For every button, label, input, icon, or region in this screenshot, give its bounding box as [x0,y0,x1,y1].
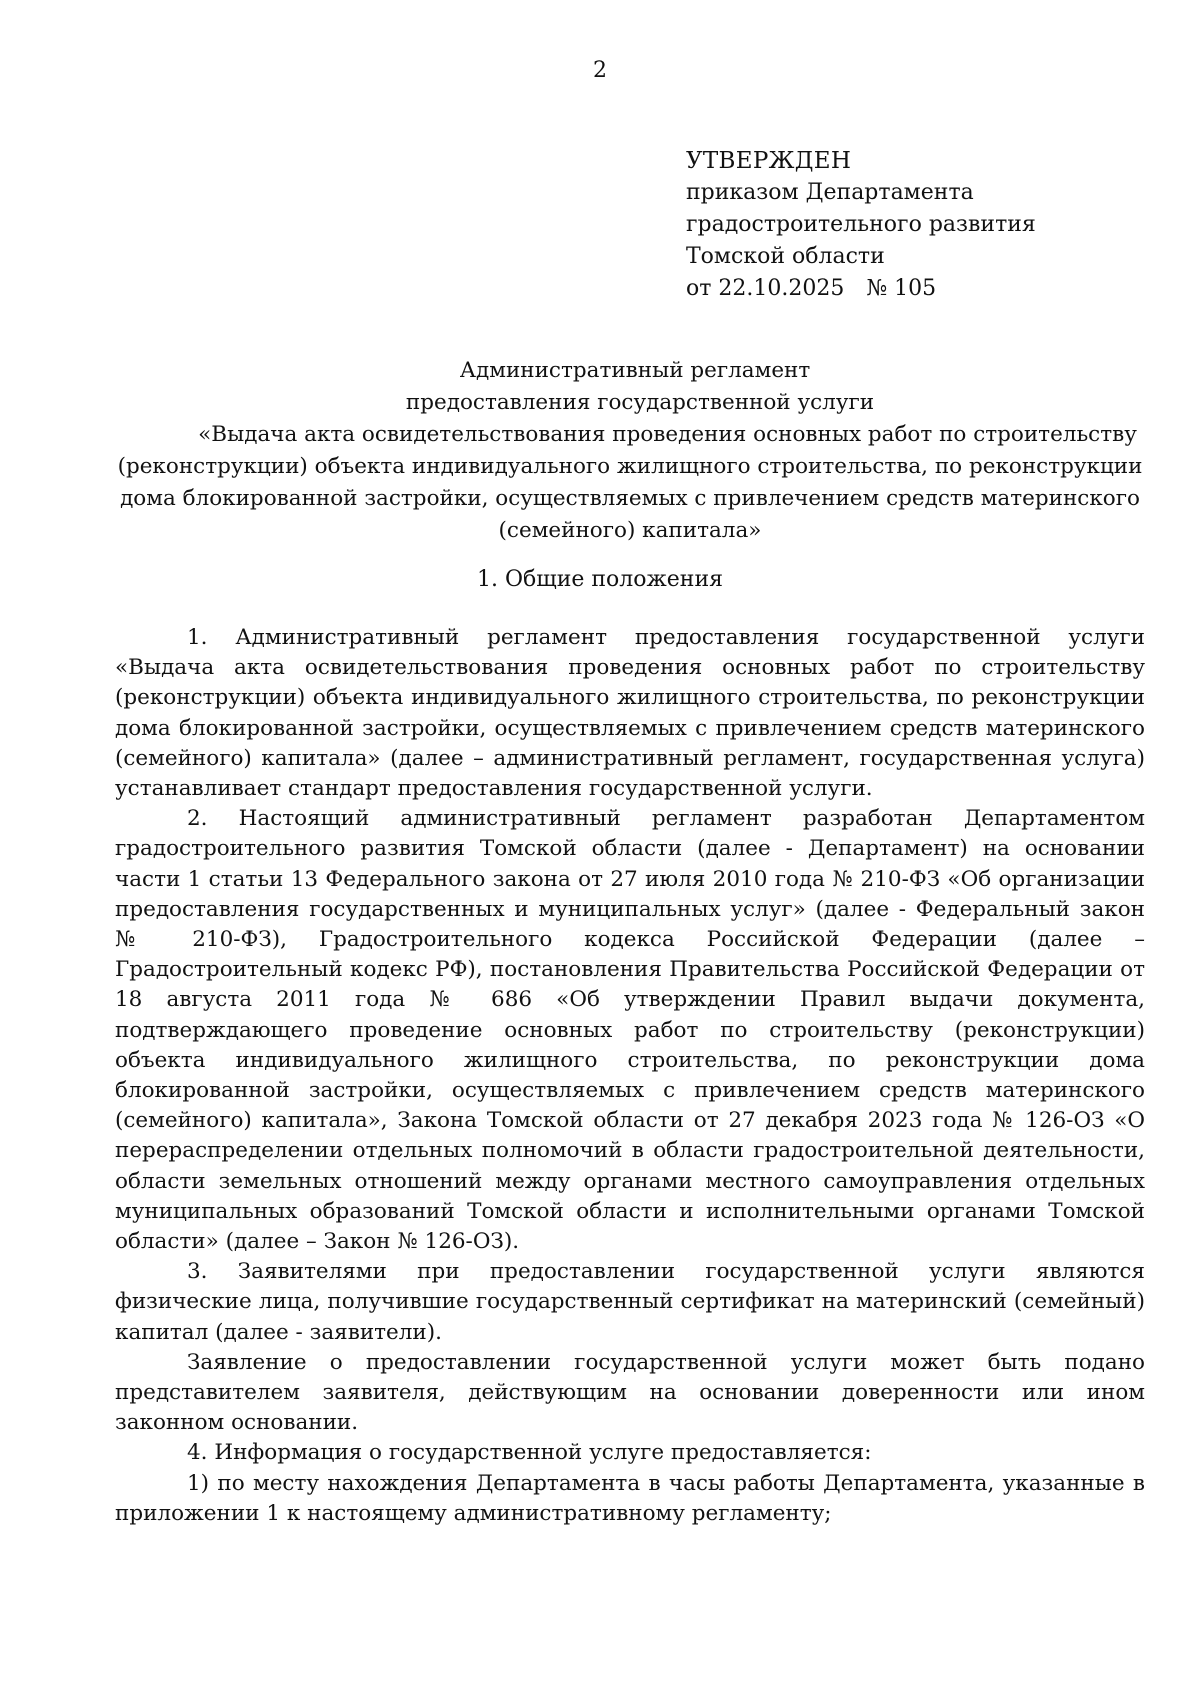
page-number: 2 [593,58,607,83]
document-title-line: дома блокированной застройки, осуществляемых с привлечением средств материнского [120,486,1140,511]
document-title [115,355,1145,547]
section-heading: 1. Общие положения [477,567,723,592]
approval-number: № 105 [866,276,937,301]
paragraph-1: 1. Административный регламент предоставления государственной услуги «Выдача акта освидетельствования проведения основных работ по строительству (реконструкции) объекта индивидуального жилищного строительства, по реконструкции дома блокированной застройки, осуществляемых с привлечением средств материнского (семейного) капитала» (далее – административный регламент, государственная услуга) устанавливает стандарт предоставления государственной услуги. [115,625,1145,802]
approval-line: приказом Департамента [686,180,974,205]
document-title-line: «Выдача акта освидетельствования проведения основных работ по строительству [198,422,1137,447]
body-text [115,623,1145,1529]
approval-date: от 22.10.2025 [686,276,845,301]
paragraph-3: 3. Заявителями при предоставлении государственной услуги являются физические лица, получившие государственный сертификат на материнский (семейный) капитал (далее - заявители). [115,1259,1145,1345]
document-title-line: (семейного) капитала» [498,518,762,543]
paragraph-4-item-1: 1) по месту нахождения Департамента в часы работы Департамента, указанные в приложении 1 к настоящему административному регламенту; [115,1470,1145,1526]
approval-date-line [686,273,1036,305]
approval-stamp [686,145,1036,305]
approval-line: градостроительного развития [686,212,1036,237]
document-title-line: предоставления государственной услуги [405,390,875,415]
document-title-line: Административный регламент [459,358,811,383]
paragraph-2: 2. Настоящий административный регламент разработан Департаментом градостроительного развития Томской области (далее - Департамент) на основании части 1 статьи 13 Федерального закона от 27 июля 2010 года № 210-ФЗ «Об организации предоставления государственных и муниципальных услуг» (далее - Федеральный закон № 210-ФЗ), Градостроительного кодекса Российской Федерации (далее – Градостроительный кодекс РФ), постановления Правительства Российской Федерации от 18 августа 2011 года № 686 «Об утверждении Правил выдачи документа, подтверждающего проведение основных работ по строительству (реконструкции) объекта индивидуального жилищного строительства, по реконструкции дома блокированной застройки, осуществляемых с привлечением средств материнского (семейного) капитала», Закона Томской области от 27 декабря 2023 года № 126-ОЗ «О перераспределении отдельных полномочий в области градостроительной деятельности, области земельных отношений между органами местного самоуправления отдельных муниципальных образований Томской области и исполнительными органами Томской области» (далее – Закон № 126-ОЗ). [115,806,1145,1255]
document-title-line: (реконструкции) объекта индивидуального жилищного строительства, по реконструкции [117,454,1143,479]
approval-line: Томской области [686,244,885,269]
paragraph-4: 4. Информация о государственной услуге предоставляется: [187,1440,872,1466]
approval-title: УТВЕРЖДЕН [686,148,852,174]
paragraph-representative: Заявление о предоставлении государственной услуги может быть подано представителем заявителя, действующим на основании доверенности или ином законном основании. [115,1349,1145,1436]
